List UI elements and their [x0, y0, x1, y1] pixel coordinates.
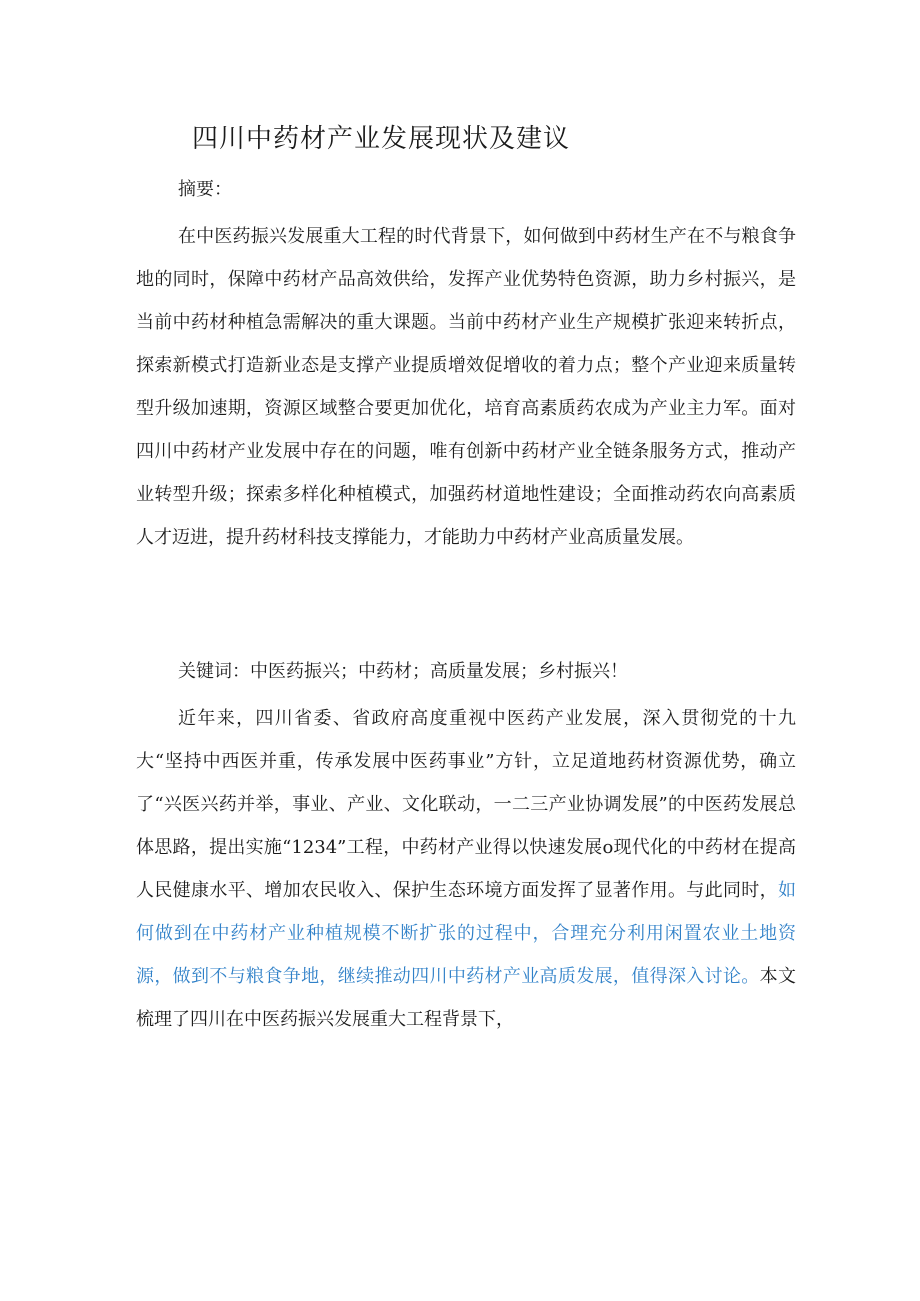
intro-text-start: 近年来，四川省委、省政府高度重视中医药产业发展，深入贯彻党的十九大“坚持中西医并重，传承发展中医药事业”方针，立足道地药材资源优势，确立了“兴医兴药并举，事业、产业、文化联动，一二三产业协调发展”的中医药发展总体思路，提出实施“1234”工程，中药材产业得以快速发展o现代化的中药材在提高人民健康水平、增加农民收入、保护生态环境方面发挥了显著作用。与此同时， — [136, 708, 796, 901]
abstract-label: 摘要： — [178, 179, 232, 200]
intro-text-end: 本文梳理了四川在中医药振兴发展重大工程背景下， — [136, 966, 796, 1030]
highlighted-sentence: 如何做到在中药材产业种植规模不断扩张的过程中，合理充分利用闲置农业土地资源，做到不与粮食争地，继续推动四川中药材产业高质发展，值得深入讨论。 — [136, 880, 796, 987]
abstract-paragraph: 在中医药振兴发展重大工程的时代背景下，如何做到中药材生产在不与粮食争地的同时，保障中药材产品高效供给，发挥产业优势特色资源，助力乡村振兴，是当前中药材种植急需解决的重大课题。当前中药材产业生产规模扩张迎来转折点，探索新模式打造新业态是支撑产业提质增效促增收的着力点；整个产业迎来质量转型升级加速期，资源区域整合要更加优化，培育高素质药农成为产业主力军。面对四川中药材产业发展中存在的问题，唯有创新中药材产业全链条服务方式，推动产业转型升级；探索多样化种植模式，加强药材道地性建设；全面推动药农向高素质人才迈进，提升药材科技支撑能力，才能助力中药材产业高质量发展。 — [136, 226, 796, 548]
keywords-line: 关键词：中医药振兴；中药材；高质量发展；乡村振兴！ — [178, 661, 628, 682]
document-title: 四川中药材产业发展现状及建议 — [192, 124, 571, 154]
intro-paragraph — [136, 697, 796, 1041]
